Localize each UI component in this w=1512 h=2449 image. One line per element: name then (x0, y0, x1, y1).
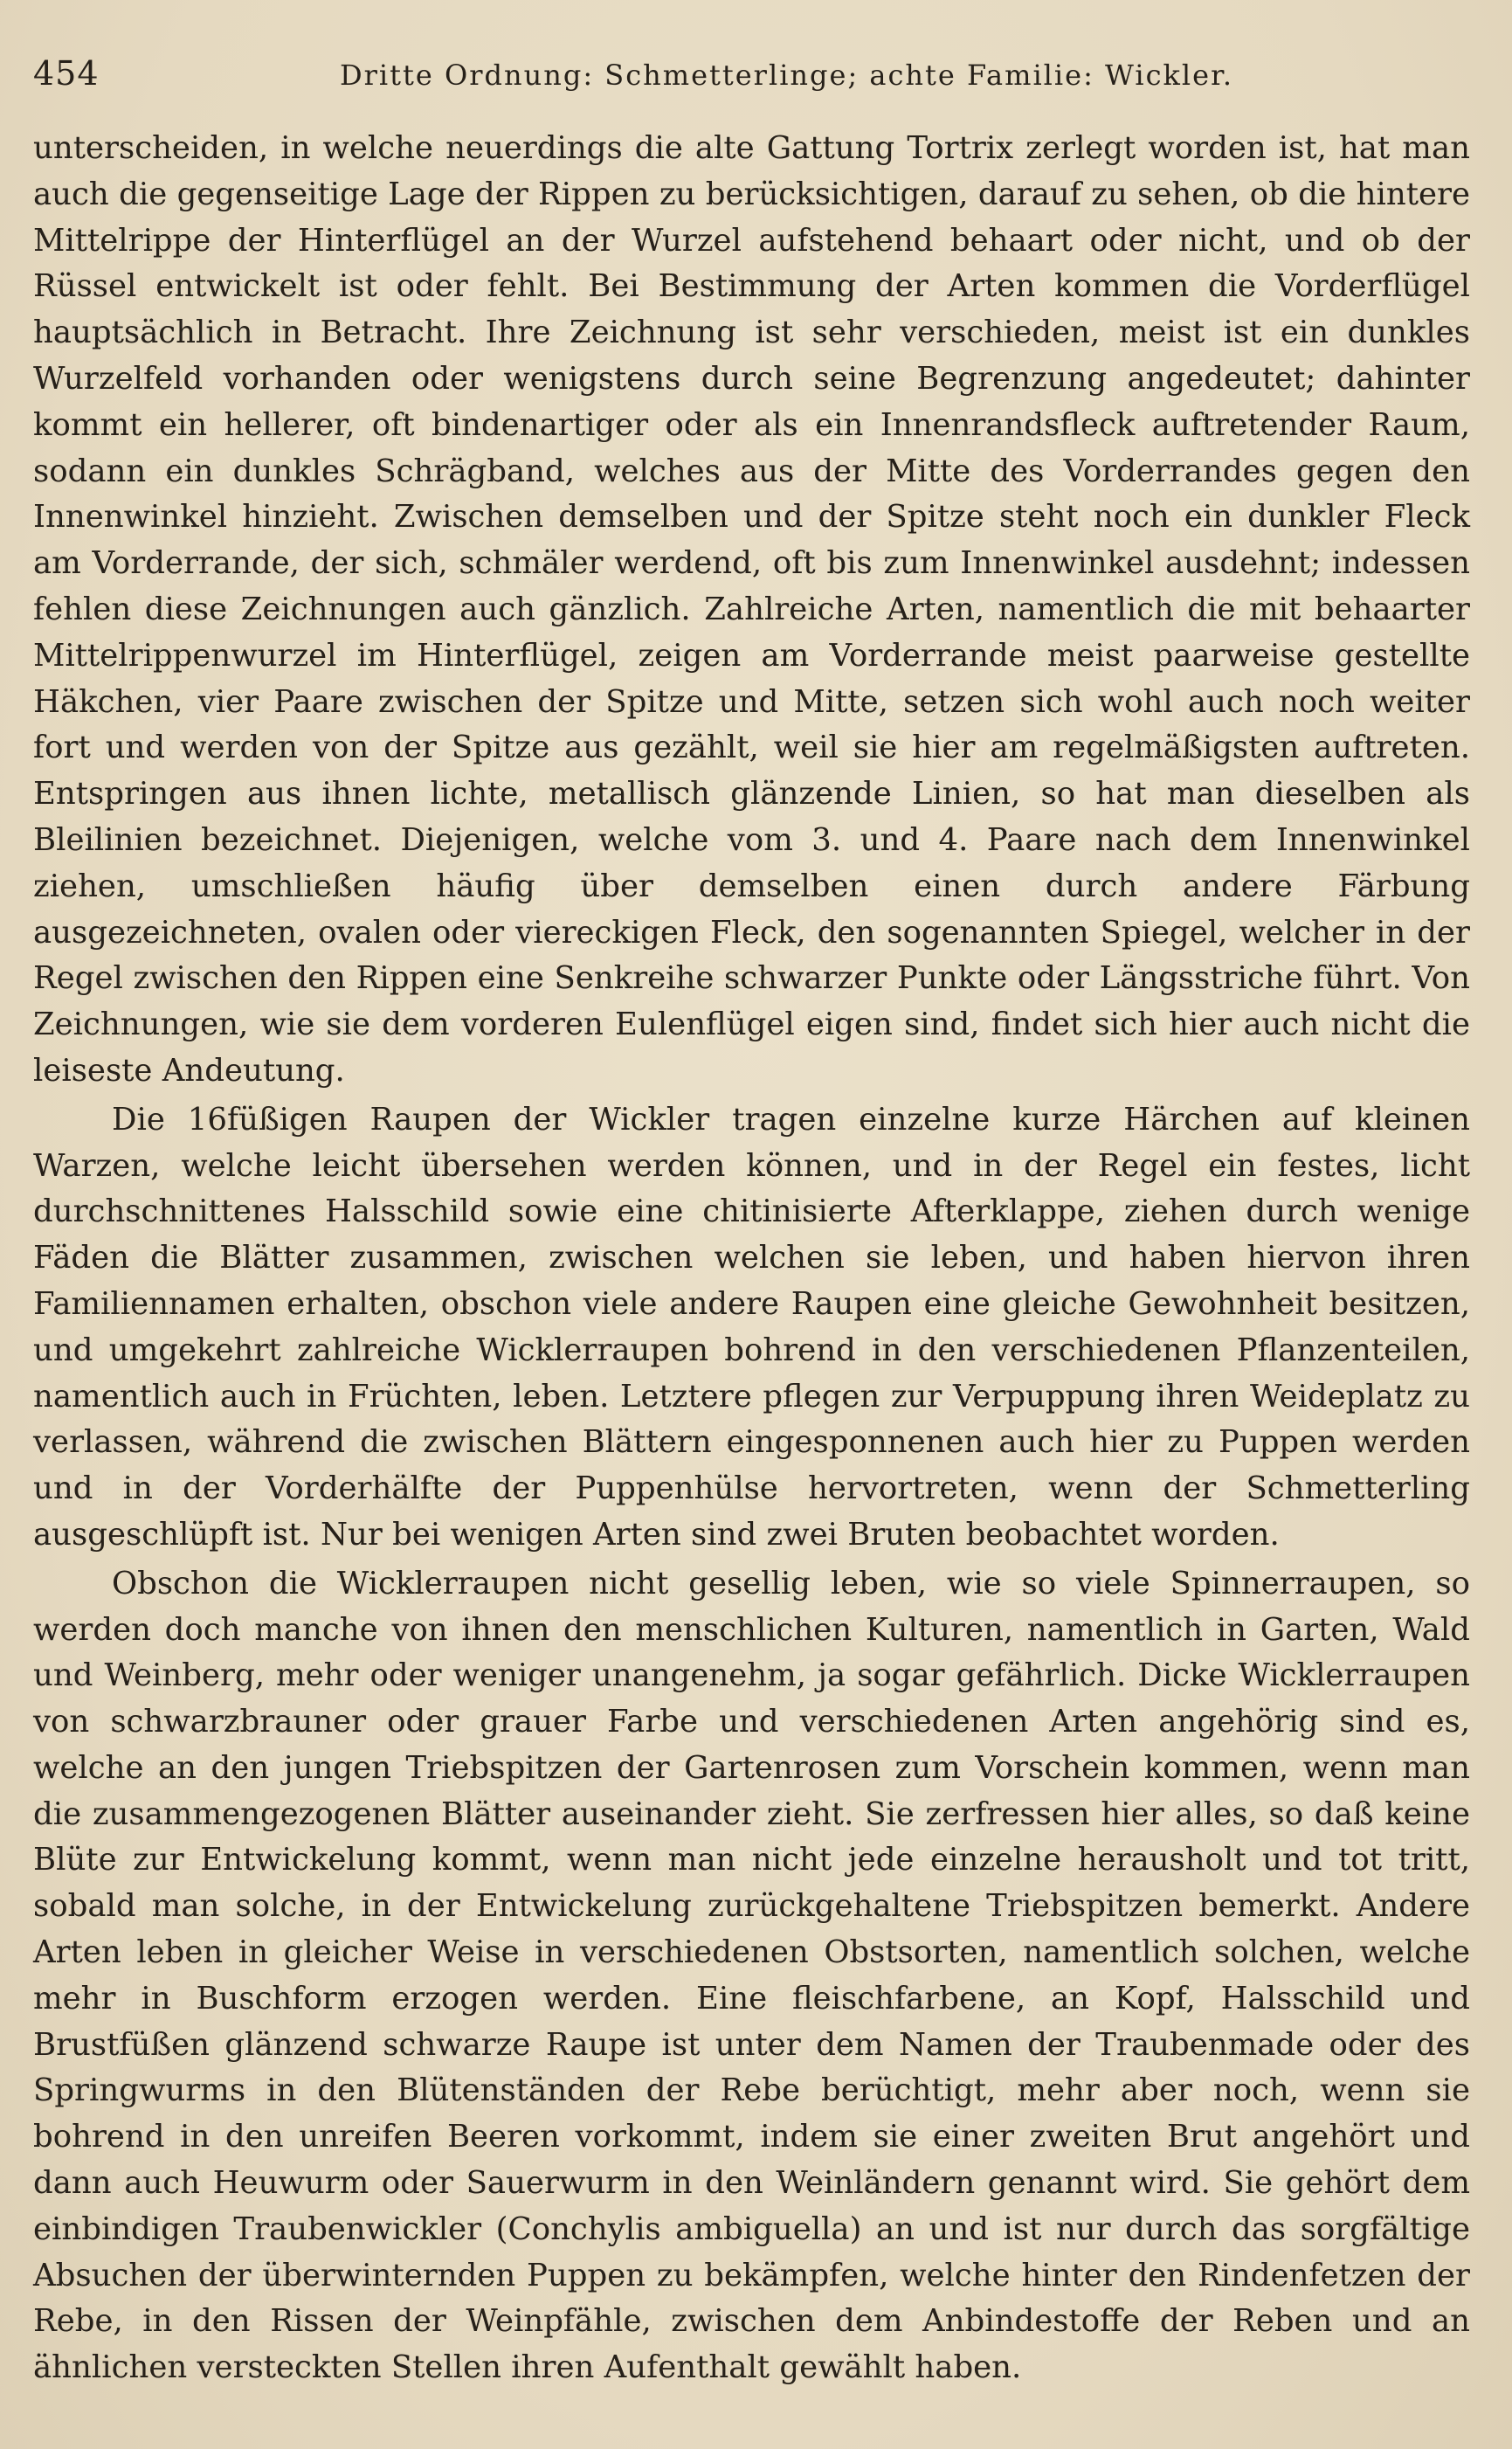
paragraph-2: Die 16füßigen Raupen der Wickler tragen einzelne kurze Härchen auf kleinen Warzen, welche leicht übersehen werden können, und in der Regel ein festes, licht durchschnittenes Halsschild sowie eine chitinisierte Afterklappe, ziehen durch wenige Fäden die Blätter zusammen, zwischen welchen sie leben, und haben hiervon ihren Familiennamen erhalten, obschon viele andere Raupen eine gleiche Gewohnheit besitzen, und umgekehrt zahlreiche Wicklerraupen bohrend in den verschiedenen Pflanzenteilen, namentlich auch in Früchten, leben. Letztere pflegen zur Verpuppung ihren Weideplatz zu verlassen, während die zwischen Blättern eingesponnenen auch hier zu Puppen werden und in der Vorderhälfte der Puppenhülse hervortreten, wenn der Schmetterling ausgeschlüpft ist. Nur bei wenigen Arten sind zwei Bruten beobachtet worden. (33, 1101, 1470, 1553)
paragraph-3: Obschon die Wicklerraupen nicht gesellig leben, wie so viele Spinnerraupen, so werden doch manche von ihnen den menschlichen Kulturen, namentlich in Garten, Wald und Weinberg, mehr oder weniger unangenehm, ja sogar gefährlich. Dicke Wicklerraupen von schwarzbrauner oder grauer Farbe und verschiedenen Arten angehörig sind es, welche an den jungen Triebspitzen der Gartenrosen zum Vorschein kommen, wenn man die zusammengezogenen Blätter auseinander zieht. Sie zerfressen hier alles, so daß keine Blüte zur Entwickelung kommt, wenn man nicht jede einzelne herausholt und tot tritt, sobald man solche, in der Entwickelung zurückgehaltene Triebspitzen bemerkt. Andere Arten leben in gleicher Weise in verschiedenen Obstsorten, namentlich solchen, welche mehr in Buschform erzogen werden. Eine fleischfarbene, an Kopf, Halsschild und Brustfüßen glänzend schwarze Raupe ist unter dem Namen der Traubenmade oder des Springwurms in den Blütenständen der Rebe berüchtigt, mehr aber noch, wenn sie bohrend in den unreifen Beeren vorkommt, indem sie einer zweiten Brut angehört und dann auch Heuwurm oder Sauerwurm in den Weinländern genannt wird. Sie gehört dem einbindigen Traubenwickler (Conchylis ambiguella) an und ist nur durch das sorgfältige Absuchen der überwinternden Puppen zu bekämpfen, welche hinter den Rindenfetzen der Rebe, in den Rissen der Weinpfähle, zwischen dem Anbindestoffe der Reben und an ähnlichen versteckten Stellen ihren Aufenthalt gewählt haben. (33, 1565, 1470, 2386)
paragraph-1: unterscheiden, in welche neuerdings die alte Gattung Tortrix zerlegt worden ist, hat man auch die gegenseitige Lage der Rippen zu berücksichtigen, darauf zu sehen, ob die hintere Mittelrippe der Hinterflügel an der Wurzel aufstehend behaart oder nicht, und ob der Rüssel entwickelt ist oder fehlt. Bei Bestimmung der Arten kommen die Vorderflügel hauptsächlich in Betracht. Ihre Zeichnung ist sehr verschieden, meist ist ein dunkles Wurzelfeld vorhanden oder wenigstens durch seine Begrenzung angedeutet; dahinter kommt ein hellerer, oft bindenartiger oder als ein Innenrandsfleck auftretender Raum, sodann ein dunkles Schrägband, welches aus der Mitte des Vorderrandes gegen den Innenwinkel hinzieht. Zwischen demselben und der Spitze steht noch ein dunkler Fleck am Vorderrande, der sich, schmäler werdend, oft bis zum Innenwinkel ausdehnt; indessen fehlen diese Zeichnungen auch gänzlich. Zahlreiche Arten, namentlich die mit behaarter Mittelrippenwurzel im Hinterflügel, zeigen am Vorderrande meist paarweise gestellte Häkchen, vier Paare zwischen der Spitze und Mitte, setzen sich wohl auch noch weiter fort und werden von der Spitze aus gezählt, weil sie hier am regelmäßigsten auftreten. Entspringen aus ihnen lichte, metallisch glänzende Linien, so hat man dieselben als Bleilinien bezeichnet. Diejenigen, welche vom 3. und 4. Paare nach dem Innenwinkel ziehen, umschließen häufig über demselben einen durch andere Färbung ausgezeichneten, ovalen oder viereckigen Fleck, den sogenannten Spiegel, welcher in der Regel zwischen den Rippen eine Senkreihe schwarzer Punkte oder Längsstriche führt. Von Zeichnungen, wie sie dem vorderen Eulenflügel eigen sind, findet sich hier auch nicht die leiseste Andeutung. (33, 130, 1470, 1089)
running-head (33, 54, 1470, 107)
running-title: Dritte Ordnung: Schmetterlinge; achte Familie: Wickler. (339, 59, 1234, 92)
body-text (33, 126, 1470, 2391)
page-number: 454 (33, 54, 100, 93)
